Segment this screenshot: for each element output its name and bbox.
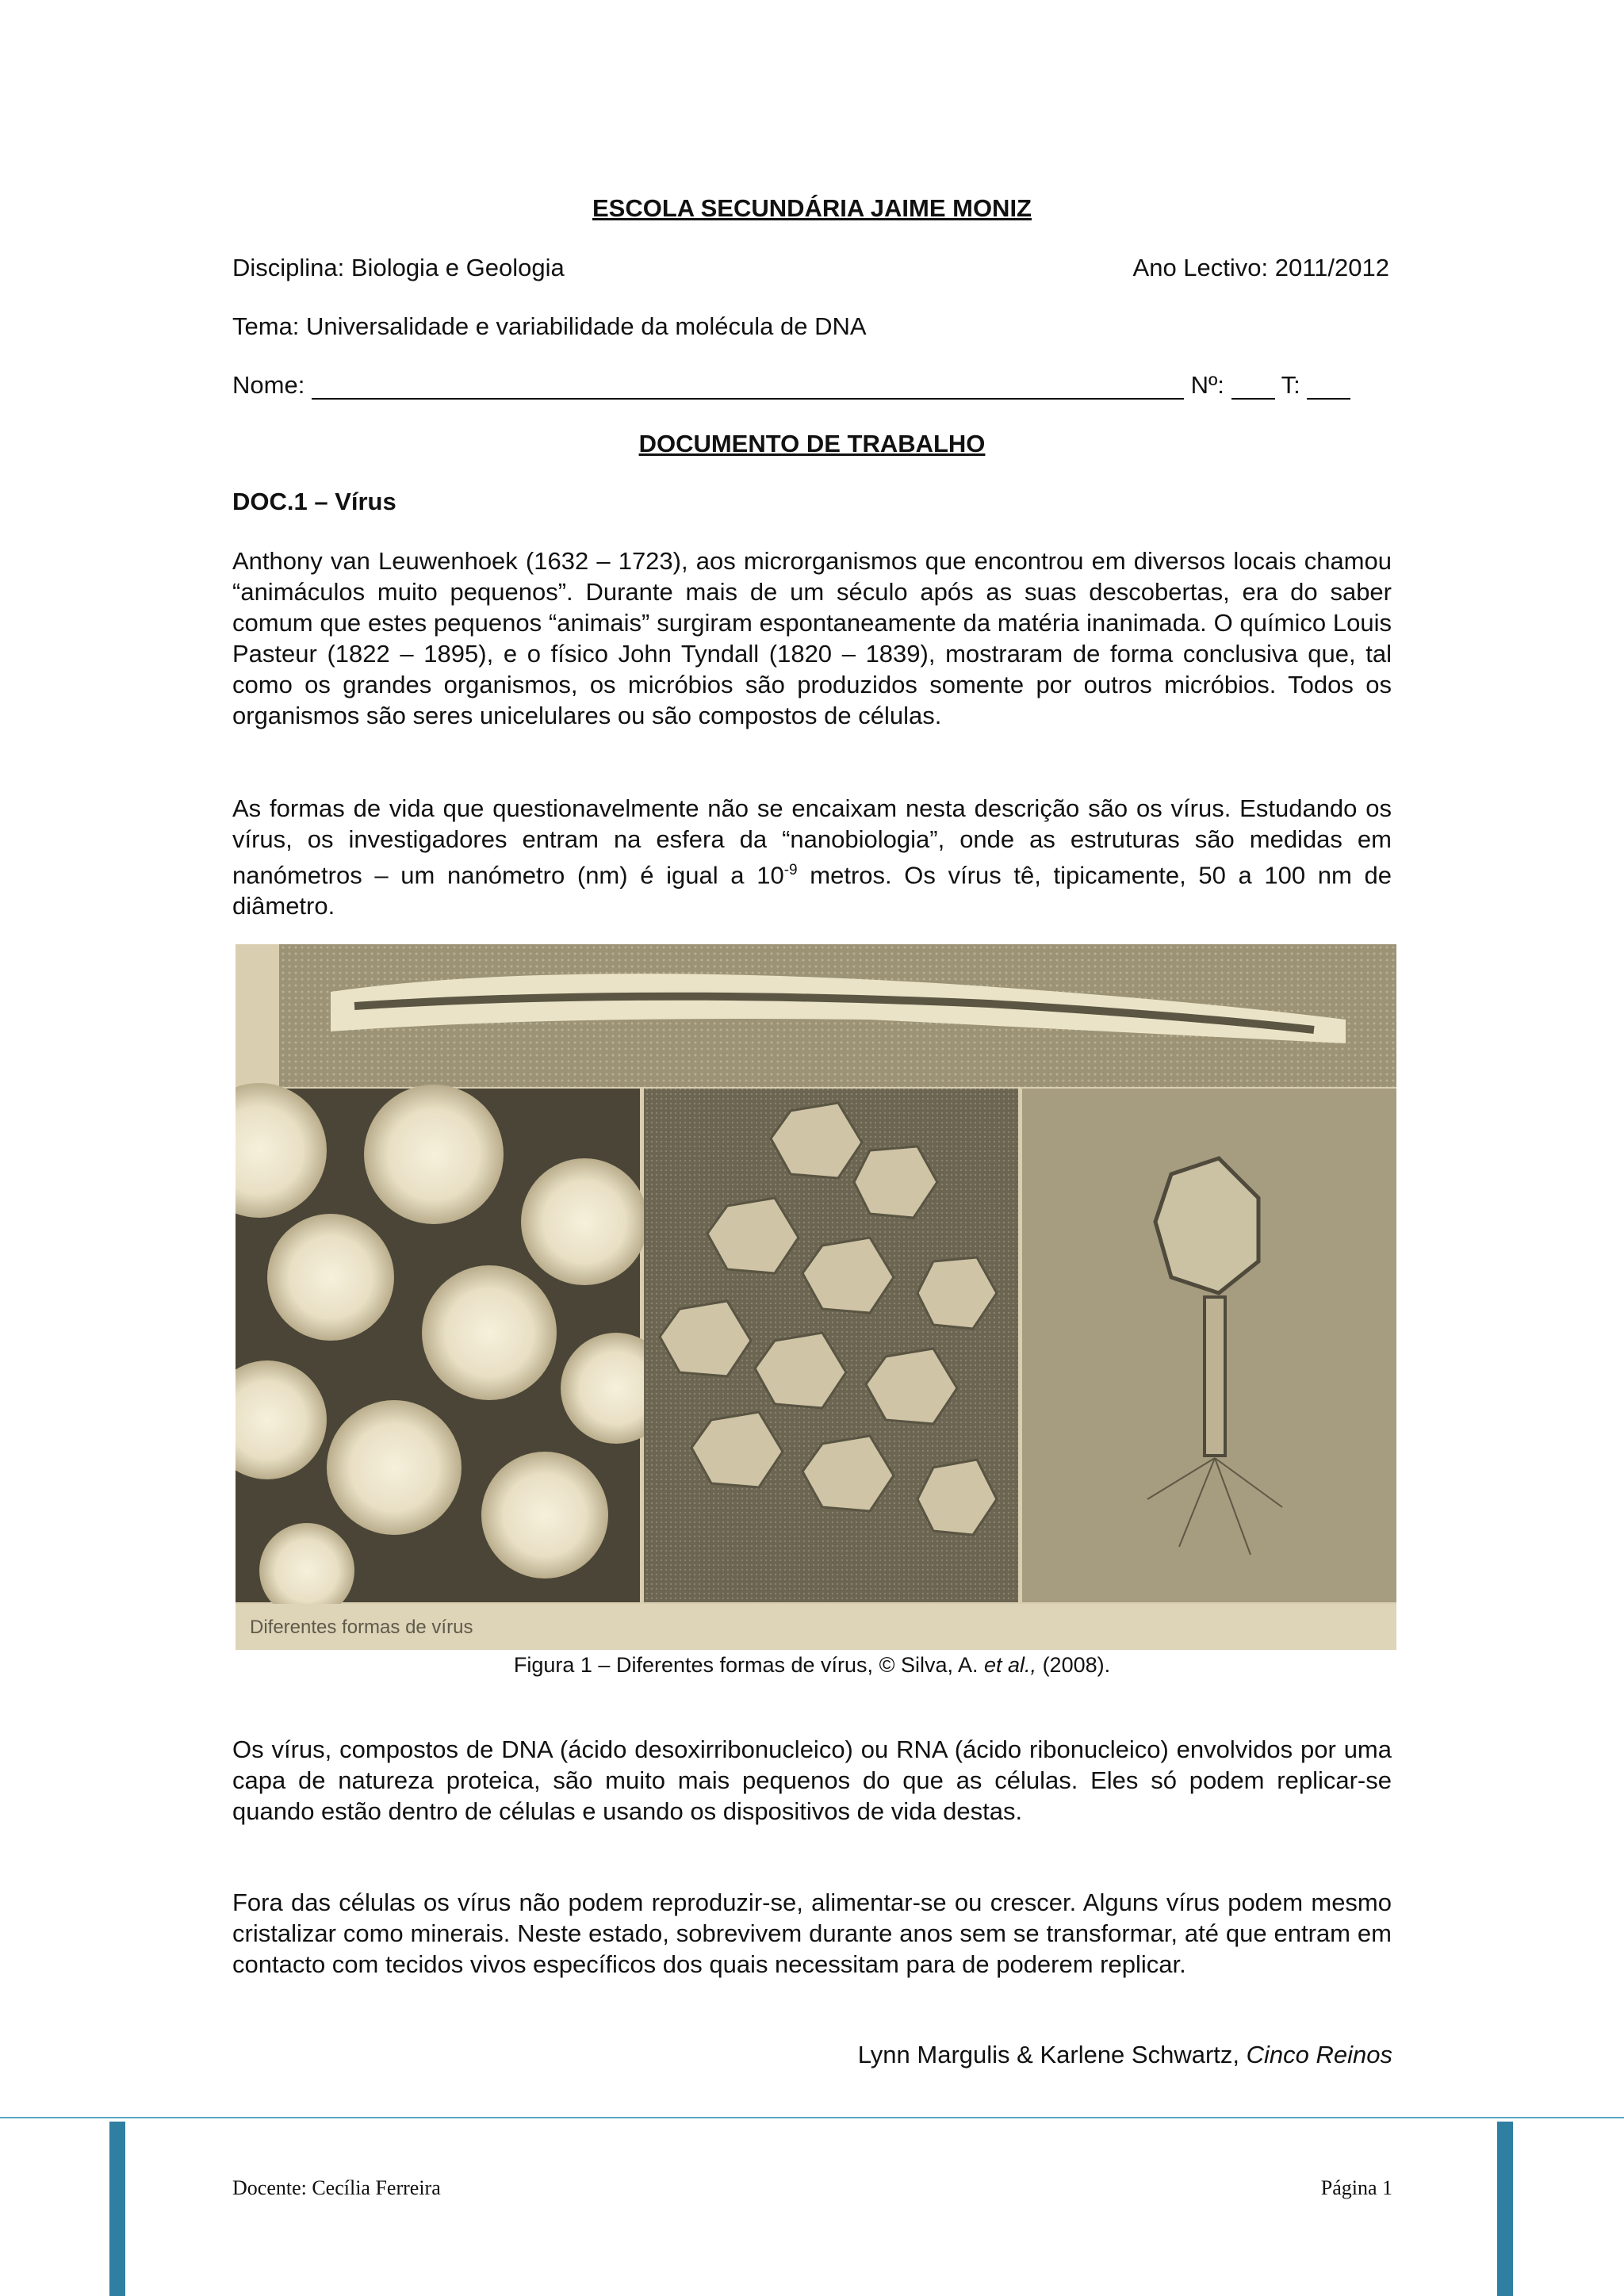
topic-label: Tema: Universalidade e variabilidade da molécula de DNA	[232, 312, 867, 340]
school-title: ESCOLA SECUNDÁRIA JAIME MONIZ	[592, 194, 1032, 222]
name-label: Nome:	[232, 371, 305, 399]
footer-teacher: Docente: Cecília Ferreira	[232, 2176, 441, 2199]
paragraph-2	[232, 793, 1392, 921]
paragraph-4: Fora das células os vírus não podem reproduzir-se, alimentar-se ou crescer. Alguns vírus podem mesmo cristalizar como minerais. Neste estado, sobrevivem durante anos sem se transformar, até que entram em contacto com tecidos vivos específicos dos quais necessitam para de poderem replicar.	[232, 1888, 1392, 1978]
footer-rule	[0, 2117, 1624, 2118]
figure-caption	[0, 1653, 1624, 1678]
class-blank[interactable]	[1307, 376, 1350, 400]
class-label: T:	[1281, 371, 1300, 399]
name-blank[interactable]	[312, 376, 1184, 400]
paragraph-1: Anthony van Leuwenhoek (1632 – 1723), aos microrganismos que encontrou em diversos locais chamou “animáculos muito pequenos”. Durante mais de um século após as suas descobertas, era do saber comum que estes pequenos “animais” surgiram espontaneamente da matéria inanimada. O químico Louis Pasteur (1822 – 1895), e o físico John Tyndall (1820 – 1839), mostraram de forma conclusiva que, tal como os grandes organismos, os micróbios são produzidos somente por outros micróbios. Todos os organismos são seres unicelulares ou são compostos de células.	[232, 547, 1392, 729]
footer-page-number: Página 1	[1320, 2176, 1392, 2199]
discipline-label: Disciplina: Biologia e Geologia	[232, 254, 565, 281]
footer-right-bar	[1497, 2122, 1513, 2296]
citation-work: Cinco Reinos	[1246, 2041, 1392, 2068]
number-label: Nº:	[1190, 371, 1224, 399]
citation	[858, 2041, 1392, 2069]
name-row	[232, 371, 1392, 400]
virus-micrograph-collage	[236, 944, 1396, 1650]
paragraph-2-text-a: As formas de vida que questionavelmente não se encaixam nesta descrição são os vírus. Estudando os vírus, os investigadores entram na esfera da “nanobiologia”, onde as estruturas são medidas em nanómetros – um nanómetro (nm) é igual a 10	[232, 794, 1392, 890]
exponent: -9	[783, 862, 798, 878]
school-year-label: Ano Lectivo: 2011/2012	[1132, 254, 1389, 281]
caption-text-a: Figura 1 – Diferentes formas de vírus, © Silva, A.	[513, 1653, 985, 1677]
citation-authors: Lynn Margulis & Karlene Schwartz,	[857, 2041, 1247, 2068]
paragraph-3: Os vírus, compostos de DNA (ácido desoxirribonucleico) ou RNA (ácido ribonucleico) envolvidos por uma capa de natureza proteica, são muito mais pequenos do que as células. Eles só podem replicar-se quando estão dentro de células e usando os dispositivos de vida destas.	[232, 1735, 1392, 1825]
footer-left-bar	[109, 2122, 125, 2296]
section-title: DOC.1 – Vírus	[232, 488, 396, 515]
paragraph-2-text-b: metros. Os vírus tê, tipicamente, 50 a 100 nm de diâmetro.	[232, 861, 1392, 920]
caption-et-al: et al.,	[984, 1653, 1037, 1677]
number-blank[interactable]	[1231, 376, 1275, 400]
figure-inner-label: Diferentes formas de vírus	[250, 1617, 473, 1638]
caption-text-b: (2008).	[1036, 1653, 1111, 1677]
virus-figure	[236, 944, 1396, 1650]
document-title: DOCUMENTO DE TRABALHO	[638, 430, 986, 457]
